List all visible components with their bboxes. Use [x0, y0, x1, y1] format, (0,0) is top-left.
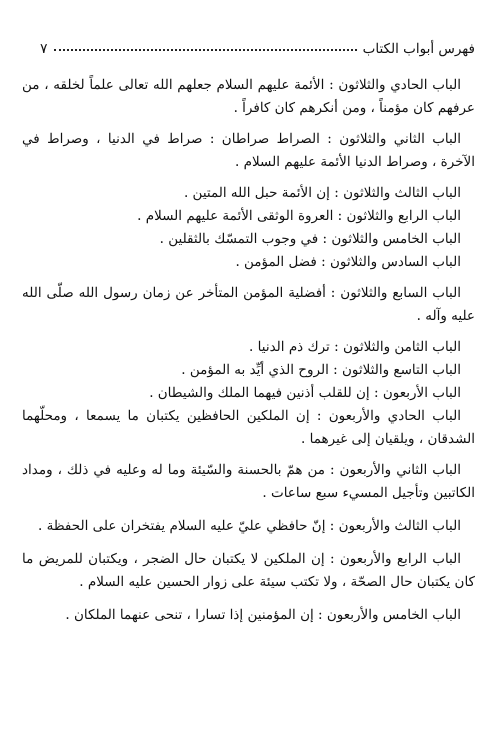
- chapter-entry-35: الباب الخامس والثلاثون : في وجوب التمسّك بالثقلين .: [159, 231, 461, 247]
- page-number: ٧: [40, 41, 48, 57]
- chapter-entry-31: الباب الحادي والثلاثون : الأئمة عليهم السلام جعلهم الله تعالى علماً لخلقه ، من عرفهم كان مؤمناً ، ومن أنكرهم كان كافراً .: [22, 77, 475, 116]
- chapter-entry-40: الباب الأربعون : إن للقلب أذنين فيهما الملك والشيطان .: [149, 385, 461, 401]
- chapter-entry-43: الباب الثالث والأربعون : إنّ حافظي عليّ عليه السلام يفتخران على الحفظة .: [38, 518, 461, 534]
- chapter-entry-32: الباب الثاني والثلاثون : الصراط صراطان : صراط في الدنيا ، وصراط في الآخرة ، وصراط الدنيا الأئمة عليهم السلام .: [22, 131, 475, 170]
- chapter-entry-33: الباب الثالث والثلاثون : إن الأئمة حبل الله المتين .: [183, 185, 461, 201]
- chapter-entry-37: الباب السابع والثلاثون : أفضلية المؤمن المتأخر عن زمان رسول الله صلّى الله عليه وآله .: [22, 285, 475, 324]
- chapter-entry-45: الباب الخامس والأربعون : إن المؤمنين إذا تسارا ، تنحى عنهما الملكان .: [65, 607, 461, 623]
- dot-leader: [54, 41, 357, 51]
- chapter-entry-41: الباب الحادي والأربعون : إن الملكين الحافظين يكتبان ما يسمعا ، ومحلّهما الشدقان ، ويلقيان إلى غيرهما .: [22, 408, 475, 447]
- chapter-entry-34: الباب الرابع والثلاثون : العروة الوثقى الأئمة عليهم السلام .: [137, 208, 461, 224]
- chapter-entry-39: الباب التاسع والثلاثون : الروح الذي أيِّد به المؤمن .: [181, 362, 461, 378]
- chapter-entry-36: الباب السادس والثلاثون : فضل المؤمن .: [235, 254, 461, 270]
- chapter-list: [22, 74, 475, 627]
- chapter-entry-38: الباب الثامن والثلاثون : ترك ذم الدنيا .: [249, 339, 461, 355]
- running-title: فهرس أبواب الكتاب: [362, 41, 475, 57]
- chapter-entry-42: الباب الثاني والأربعون : من همّ بالحسنة والسّيئة وما له وعليه في ذلك ، ومداد الكاتبين وتأجيل المسيء سبع ساعات .: [22, 462, 475, 501]
- chapter-entry-44: الباب الرابع والأربعون : إن الملكين لا يكتبان حال الضجر ، ويكتبان للمريض ما كان يكتبان حال الصحّة ، ولا تكتب سيئة على زوار الحسين عليه السلام .: [22, 551, 475, 590]
- page-header: [40, 38, 475, 60]
